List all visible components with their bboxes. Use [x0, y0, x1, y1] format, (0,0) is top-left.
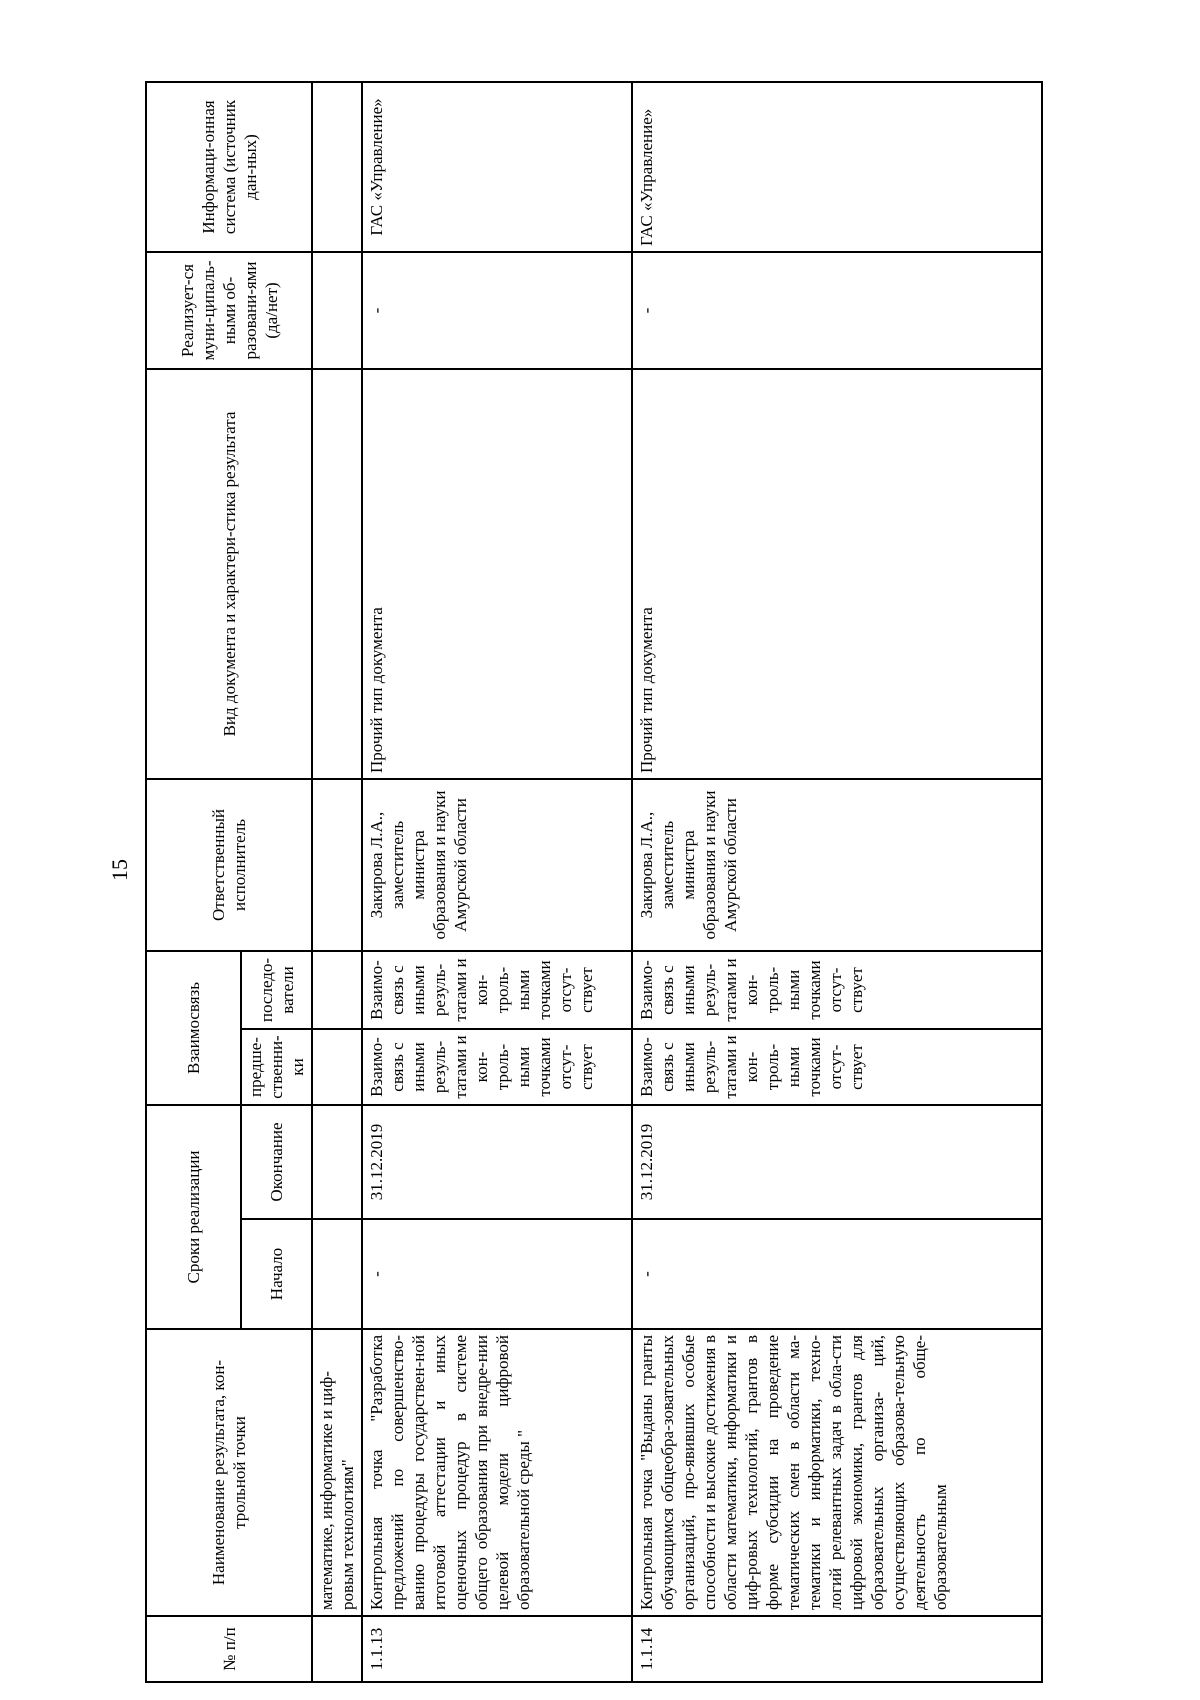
- header-name: Наименование результата, кон-трольной точки: [146, 1329, 312, 1616]
- page-number: 15: [107, 859, 132, 881]
- header-end: Окончание: [241, 1105, 312, 1219]
- row-end: [312, 1105, 362, 1219]
- row-responsible: [312, 779, 362, 951]
- row-start: [312, 1219, 362, 1329]
- row-info-system: ГАС «Управление»: [362, 82, 632, 252]
- header-num: № п/п: [146, 1616, 312, 1682]
- table-row: [312, 82, 362, 1682]
- row-predecessors: [312, 1029, 362, 1105]
- header-followers: последо-ватели: [241, 951, 312, 1029]
- row-name: математике, информатике и циф-ровым технологиям": [312, 1329, 362, 1616]
- row-responsible: Закирова Л.А., заместитель министра образования и науки Амурской области: [362, 779, 632, 951]
- table-row: [362, 82, 632, 1682]
- row-municipal: -: [632, 252, 1042, 369]
- row-followers: Взаимо-связь с иными резуль-татами и кон-троль-ными точками отсут-ствует: [632, 951, 1042, 1029]
- row-num: 1.1.14: [632, 1616, 1042, 1682]
- rotated-table-container: [145, 83, 1145, 1683]
- row-num: 1.1.13: [362, 1616, 632, 1682]
- row-end: 31.12.2019: [632, 1105, 1042, 1219]
- row-followers: Взаимо-связь с иными резуль-татами и кон-троль-ными точками отсут-ствует: [362, 951, 632, 1029]
- row-municipal: -: [362, 252, 632, 369]
- row-start: -: [362, 1219, 632, 1329]
- row-doc-type: Прочий тип документа: [632, 369, 1042, 779]
- header-row-1: [146, 82, 241, 1682]
- row-doc-type: [312, 369, 362, 779]
- header-predecessors: предше-ственни-ки: [241, 1029, 312, 1105]
- row-followers: [312, 951, 362, 1029]
- row-municipal: [312, 252, 362, 369]
- row-info-system: ГАС «Управление»: [632, 82, 1042, 252]
- row-start: -: [632, 1219, 1042, 1329]
- row-end: 31.12.2019: [362, 1105, 632, 1219]
- header-responsible: Ответственный исполнитель: [146, 779, 312, 951]
- header-doc-type: Вид документа и характери-стика результата: [146, 369, 312, 779]
- row-info-system: [312, 82, 362, 252]
- row-predecessors: Взаимо-связь с иными резуль-татами и кон-троль-ными точками отсут-ствует: [362, 1029, 632, 1105]
- header-relation: Взаимосвязь: [146, 951, 241, 1105]
- row-doc-type: Прочий тип документа: [362, 369, 632, 779]
- results-table: [145, 81, 1043, 1683]
- table-row: [632, 82, 1042, 1682]
- header-municipal: Реализует-ся муни-ципаль-ными об-разовани-ями (да/нет): [146, 252, 312, 369]
- row-name: Контрольная точка "Выданы гранты обучающимся общеобра-зовательных организаций, про-явивших особые способности и высокие достижения в области математики, информатики и циф-ровых технологий, грантов в форме субсидии на проведение тематических смен в области ма-тематики и информатики, техно-логий релевантных задач в обла-сти цифровой экономики, грантов для образовательных организа- ций, осуществляющих образова-тельную деятельность по обще-образовательным: [632, 1329, 1042, 1616]
- header-start: Начало: [241, 1219, 312, 1329]
- row-name: Контрольная точка "Разработка предложений по совершенство-ванию процедуры государствен-ной итоговой аттестации и иных оценочных процедур в системе общего образования при внедре-нии целевой модели цифровой образовательной среды ": [362, 1329, 632, 1616]
- row-predecessors: Взаимо-связь с иными резуль-татами и кон-троль-ными точками отсут-ствует: [632, 1029, 1042, 1105]
- header-terms: Сроки реализации: [146, 1105, 241, 1329]
- row-responsible: Закирова Л.А., заместитель министра образования и науки Амурской области: [632, 779, 1042, 951]
- header-info-system: Информаци-онная система (источник дан-ных): [146, 82, 312, 252]
- row-num: [312, 1616, 362, 1682]
